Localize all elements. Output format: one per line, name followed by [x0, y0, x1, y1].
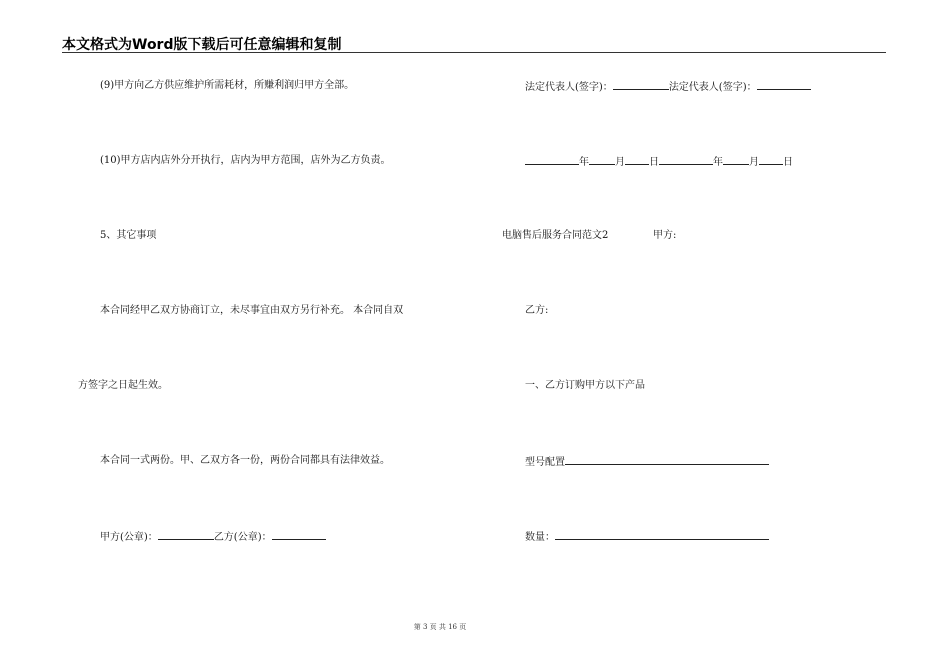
- section-1-heading: 一、乙方订购甲方以下产品: [525, 380, 645, 391]
- party-a-seal-label: 甲方(公章)：: [100, 532, 158, 543]
- day-blank-1[interactable]: [625, 155, 649, 165]
- legal-rep-label-1: 法定代表人(签字)：: [525, 82, 613, 93]
- model-config-label: 型号配置: [525, 457, 565, 468]
- quantity-line: [525, 530, 769, 544]
- clause-9: (9)甲方向乙方供应维护所需耗材，所赚利润归甲方全部。: [100, 80, 355, 91]
- month-label-2: 月: [749, 157, 759, 168]
- party-a-label: 甲方:: [653, 230, 677, 241]
- day-blank-2[interactable]: [759, 155, 783, 165]
- day-label-1: 日: [649, 157, 659, 168]
- month-blank-2[interactable]: [723, 155, 749, 165]
- contract-2-title: 电脑售后服务合同范文2: [502, 230, 609, 241]
- effectiveness-paragraph-line2: 方签字之日起生效。: [78, 380, 168, 391]
- party-b-seal-label: 乙方(公章)：: [213, 532, 272, 543]
- party-b-seal-blank[interactable]: [272, 530, 326, 540]
- year-blank-1[interactable]: [525, 155, 579, 165]
- document-header-title: 本文格式为Word版下载后可任意编辑和复制: [62, 37, 342, 53]
- date-line: [525, 155, 793, 169]
- page-number-footer: 第 3 页 共 16 页: [413, 623, 467, 631]
- quantity-blank[interactable]: [555, 530, 769, 540]
- year-blank-2[interactable]: [659, 155, 713, 165]
- header-divider: [62, 52, 886, 53]
- party-a-seal-blank[interactable]: [158, 530, 214, 540]
- effectiveness-paragraph-line1: 本合同经甲乙双方协商订立，未尽事宜由双方另行补充。 本合同自双: [100, 305, 404, 316]
- model-config-line: [525, 455, 769, 469]
- seal-signature-line: [100, 530, 326, 544]
- legal-rep-signature-line: [525, 80, 811, 94]
- party-b-label: 乙方:: [525, 305, 549, 316]
- quantity-label: 数量：: [525, 532, 555, 543]
- model-config-blank[interactable]: [565, 455, 769, 465]
- year-label-1: 年: [579, 157, 589, 168]
- legal-rep-blank-2[interactable]: [757, 80, 811, 90]
- section-5-heading: 5、其它事项: [100, 230, 157, 241]
- year-label-2: 年: [713, 157, 723, 168]
- clause-10: (10)甲方店内店外分开执行，店内为甲方范围，店外为乙方负责。: [100, 155, 391, 166]
- legal-rep-blank-1[interactable]: [613, 80, 669, 90]
- month-label-1: 月: [615, 157, 625, 168]
- month-blank-1[interactable]: [589, 155, 615, 165]
- copies-paragraph: 本合同一式两份。甲、乙双方各一份，两份合同都具有法律效益。: [100, 455, 390, 466]
- legal-rep-label-2: 法定代表人(签字)：: [668, 82, 757, 93]
- day-label-2: 日: [783, 157, 793, 168]
